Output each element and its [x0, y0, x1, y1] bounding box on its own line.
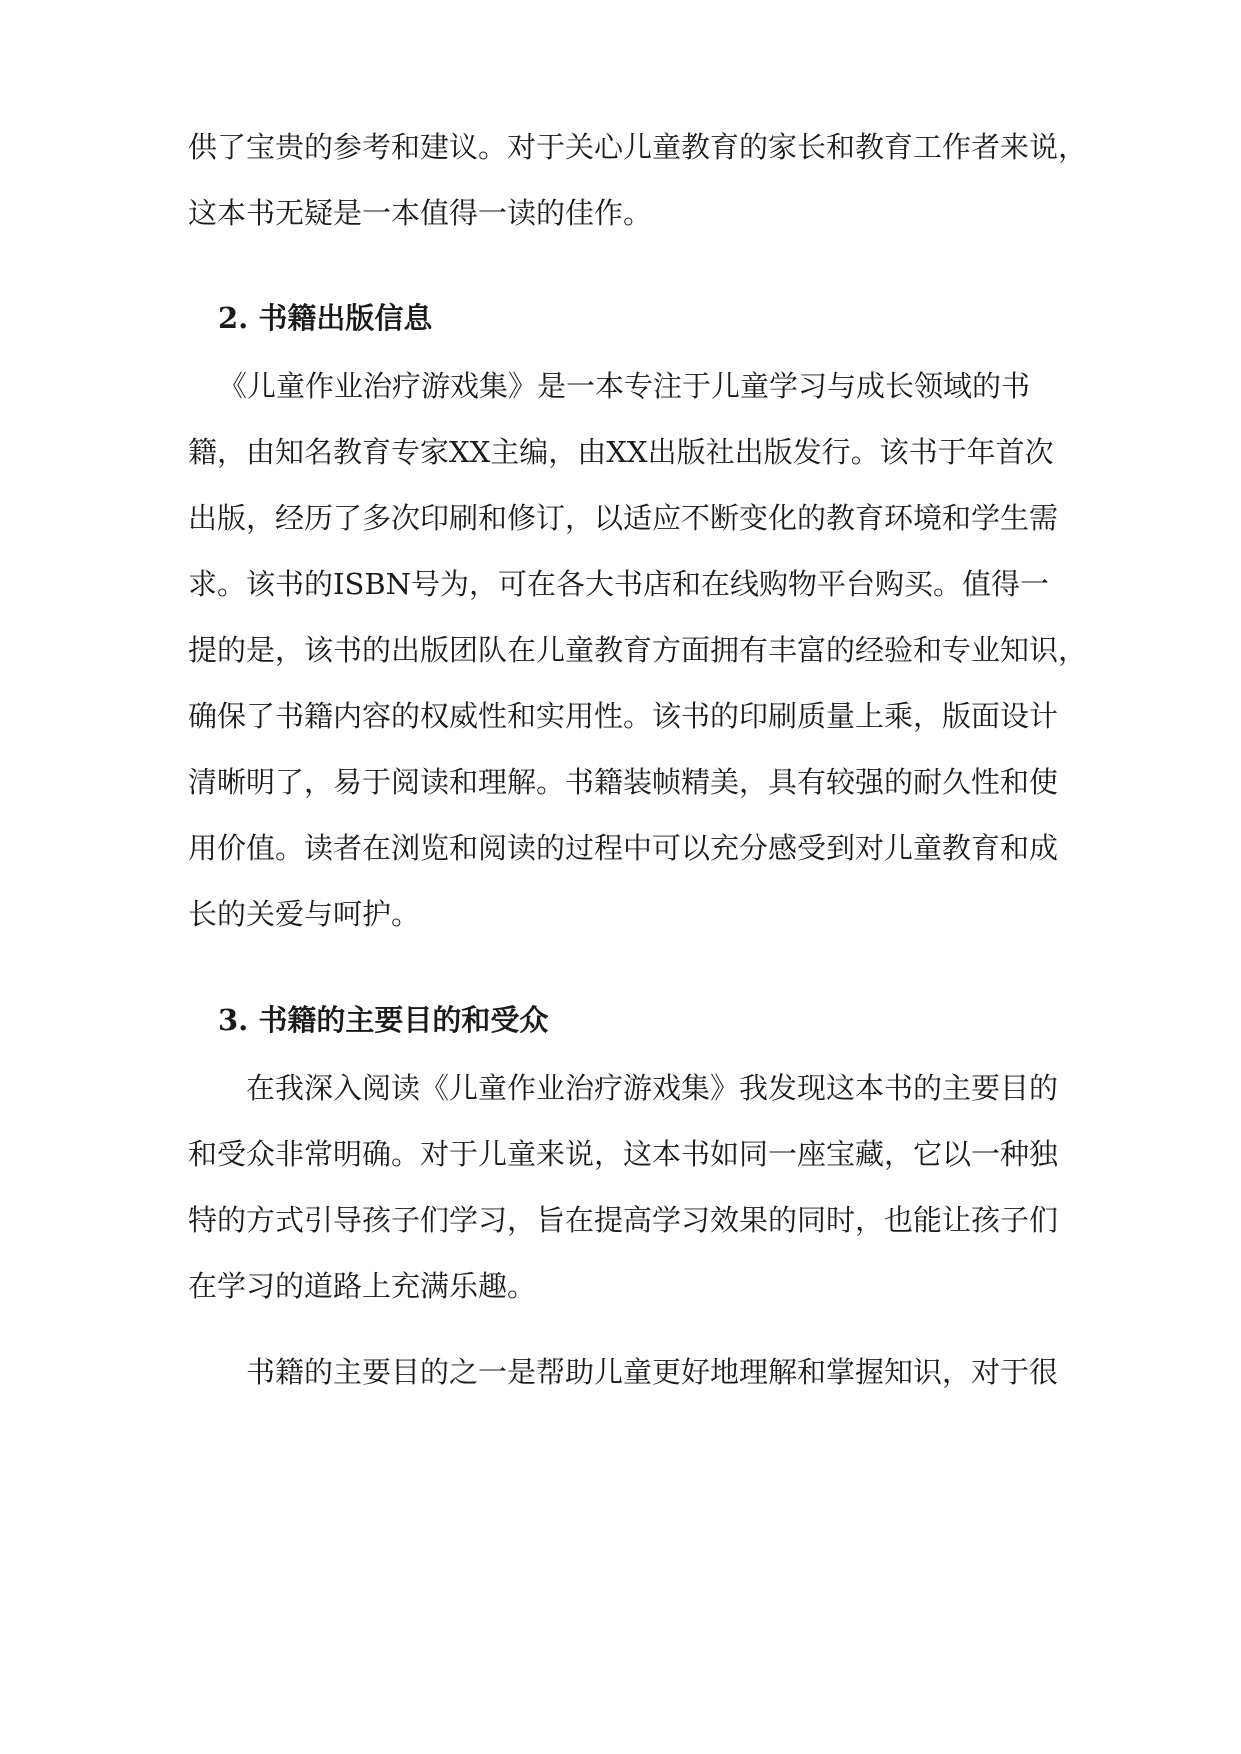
section-2-line-4: 求。该书的ISBN号为，可在各大书店和在线购物平台购买。值得一 — [188, 567, 1050, 601]
section-3-para-a-line-1: 在我深入阅读《儿童作业治疗游戏集》我发现这本书的主要目的 — [246, 1071, 1059, 1105]
section-2-line-6: 确保了书籍内容的权威性和实用性。该书的印刷质量上乘，版面设计 — [188, 699, 1059, 733]
section-2-line-7: 清晰明了，易于阅读和理解。书籍装帧精美，具有较强的耐久性和使 — [188, 765, 1059, 799]
section-2-heading: 2. 书籍出版信息 — [218, 301, 433, 335]
section-3-para-a-line-2: 和受众非常明确。对于儿童来说，这本书如同一座宝藏，它以一种独 — [188, 1137, 1059, 1171]
section-2-line-8: 用价值。读者在浏览和阅读的过程中可以充分感受到对儿童教育和成 — [188, 831, 1059, 865]
section-2-line-9: 长的关爱与呵护。 — [188, 897, 421, 931]
section-3-para-a-line-3: 特的方式引导孩子们学习，旨在提高学习效果的同时，也能让孩子们 — [188, 1203, 1059, 1237]
section-2-line-3: 出版，经历了多次印刷和修订，以适应不断变化的教育环境和学生需 — [188, 501, 1059, 535]
section-2-line-1: 《儿童作业治疗游戏集》是一本专注于儿童学习与成长领域的书 — [218, 369, 1031, 403]
section-2-line-2: 籍，由知名教育专家XX主编，由XX出版社出版发行。该书于年首次 — [188, 435, 1054, 469]
section-3-para-b-line-1: 书籍的主要目的之一是帮助儿童更好地理解和掌握知识，对于很 — [246, 1355, 1059, 1389]
paragraph-1-line-2: 这本书无疑是一本值得一读的佳作。 — [188, 196, 653, 230]
section-3-heading: 3. 书籍的主要目的和受众 — [218, 1003, 549, 1037]
section-3-para-a-line-4: 在学习的道路上充满乐趣。 — [188, 1269, 537, 1303]
paragraph-1-line-1: 供了宝贵的参考和建议。对于关心儿童教育的家长和教育工作者来说， — [188, 130, 1088, 164]
section-2-line-5: 提的是，该书的出版团队在儿童教育方面拥有丰富的经验和专业知识， — [188, 633, 1088, 667]
